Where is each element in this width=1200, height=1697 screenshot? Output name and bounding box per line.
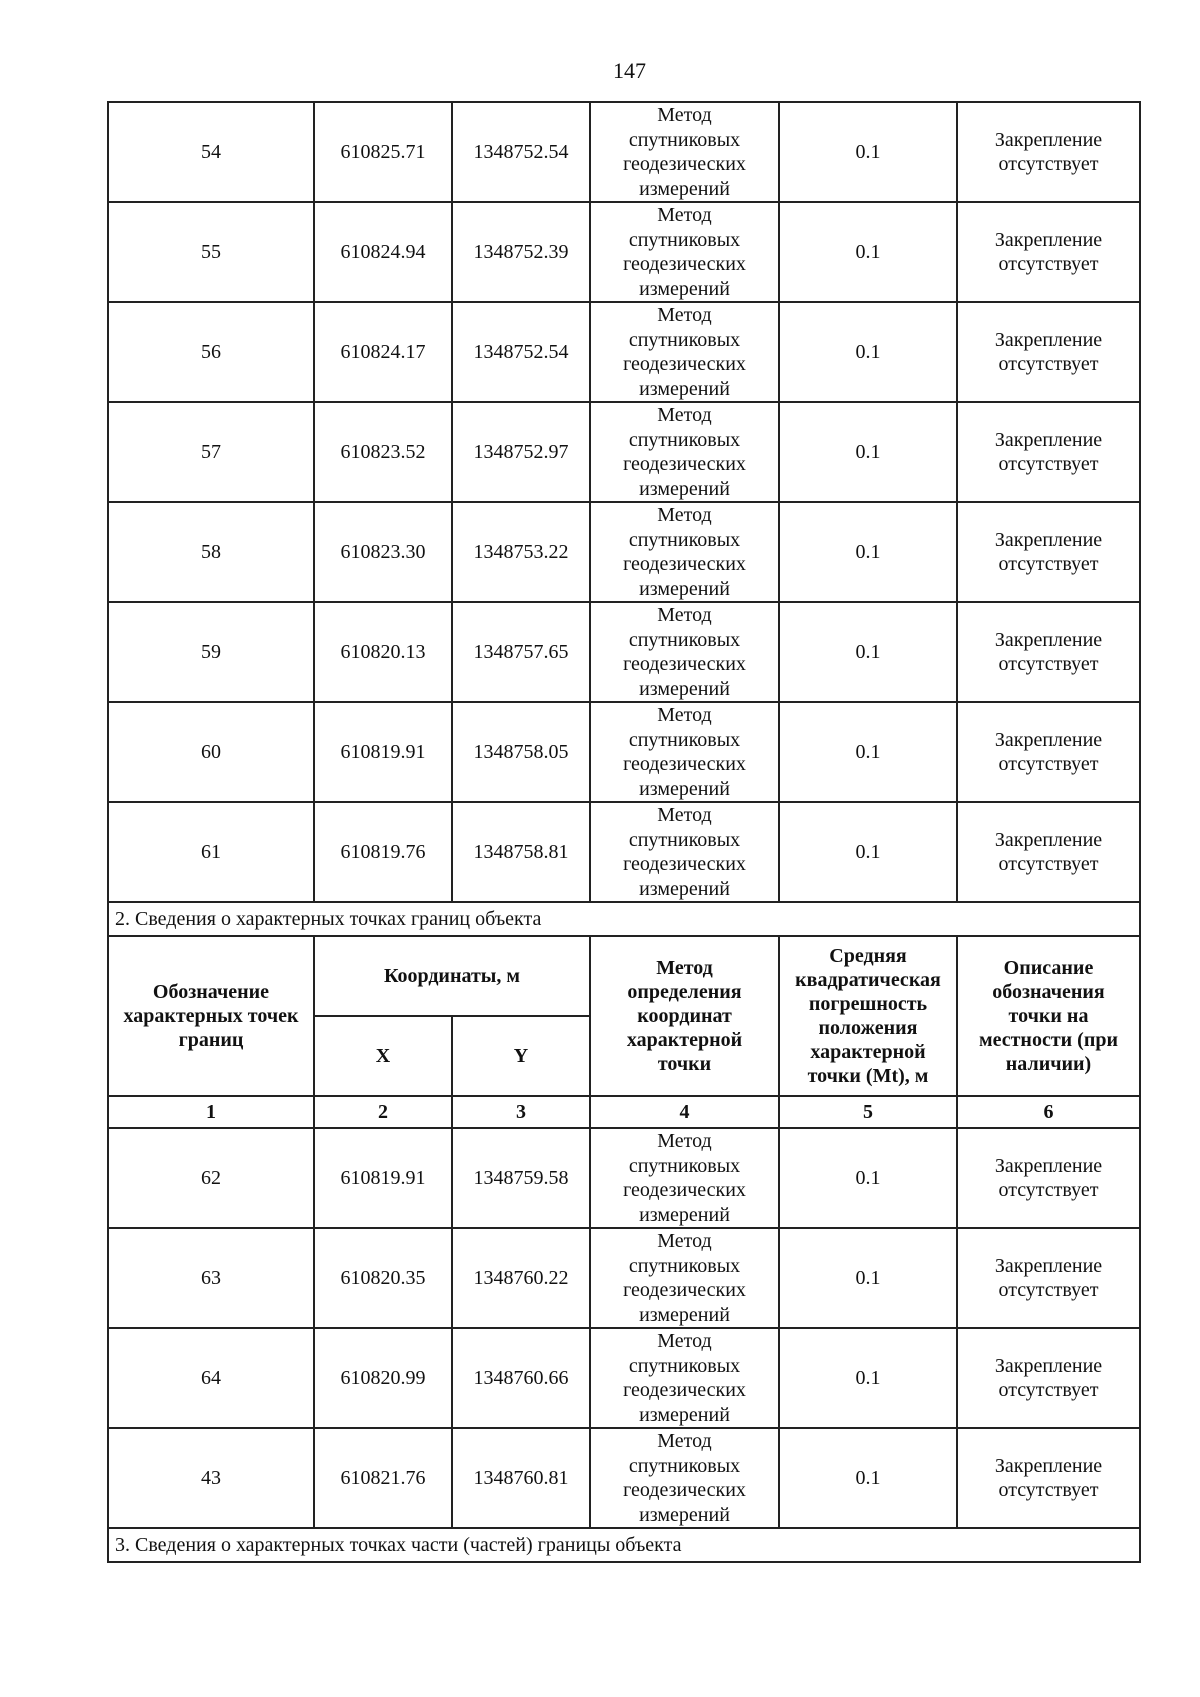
y-cell: 1348752.39	[452, 202, 590, 302]
method-cell: Метод спутниковых геодезических измерений	[590, 1228, 779, 1328]
table-row	[108, 302, 1140, 402]
method-cell: Метод спутниковых геодезических измерений	[590, 602, 779, 702]
mt-cell: 0.1	[779, 302, 957, 402]
section2-block	[108, 902, 1140, 1128]
description-cell: Закрепление отсутствует	[957, 1128, 1140, 1228]
table-row	[108, 202, 1140, 302]
point-cell: 55	[108, 202, 314, 302]
description-cell: Закрепление отсутствует	[957, 1328, 1140, 1428]
point-cell: 54	[108, 102, 314, 202]
section2-title: 2. Сведения о характерных точках границ объекта	[108, 902, 1140, 936]
y-cell: 1348752.54	[452, 302, 590, 402]
point-cell: 57	[108, 402, 314, 502]
header-row-1	[108, 936, 1140, 1016]
table-row	[108, 1428, 1140, 1528]
header-y: Y	[452, 1016, 590, 1096]
point-cell: 60	[108, 702, 314, 802]
table-row	[108, 802, 1140, 902]
mt-cell: 0.1	[779, 602, 957, 702]
mt-cell: 0.1	[779, 1328, 957, 1428]
table-row	[108, 102, 1140, 202]
y-cell: 1348759.58	[452, 1128, 590, 1228]
method-cell: Метод спутниковых геодезических измерений	[590, 1328, 779, 1428]
mt-cell: 0.1	[779, 202, 957, 302]
point-cell: 56	[108, 302, 314, 402]
column-number: 6	[957, 1096, 1140, 1128]
mt-cell: 0.1	[779, 502, 957, 602]
point-cell: 62	[108, 1128, 314, 1228]
point-cell: 61	[108, 802, 314, 902]
y-cell: 1348753.22	[452, 502, 590, 602]
description-cell: Закрепление отсутствует	[957, 202, 1140, 302]
mt-cell: 0.1	[779, 1228, 957, 1328]
table-body-part1	[108, 102, 1140, 902]
header-x: X	[314, 1016, 452, 1096]
x-cell: 610824.94	[314, 202, 452, 302]
column-number-row	[108, 1096, 1140, 1128]
column-number: 4	[590, 1096, 779, 1128]
y-cell: 1348758.81	[452, 802, 590, 902]
point-cell: 63	[108, 1228, 314, 1328]
header-mt: Средняя квадратическая погрешность положения характерной точки (Mt), м	[779, 936, 957, 1096]
header-method: Метод определения координат характерной точки	[590, 936, 779, 1096]
column-number: 5	[779, 1096, 957, 1128]
description-cell: Закрепление отсутствует	[957, 1428, 1140, 1528]
section-row	[108, 902, 1140, 936]
section3-title: 3. Сведения о характерных точках части (частей) границы объекта	[108, 1528, 1140, 1562]
table-body-part2	[108, 1128, 1140, 1528]
x-cell: 610821.76	[314, 1428, 452, 1528]
point-cell: 64	[108, 1328, 314, 1428]
mt-cell: 0.1	[779, 702, 957, 802]
header-description: Описание обозначения точки на местности (при наличии)	[957, 936, 1140, 1096]
table-row	[108, 602, 1140, 702]
x-cell: 610819.76	[314, 802, 452, 902]
x-cell: 610823.52	[314, 402, 452, 502]
description-cell: Закрепление отсутствует	[957, 702, 1140, 802]
mt-cell: 0.1	[779, 802, 957, 902]
method-cell: Метод спутниковых геодезических измерений	[590, 1128, 779, 1228]
y-cell: 1348758.05	[452, 702, 590, 802]
method-cell: Метод спутниковых геодезических измерений	[590, 402, 779, 502]
method-cell: Метод спутниковых геодезических измерений	[590, 802, 779, 902]
description-cell: Закрепление отсутствует	[957, 602, 1140, 702]
method-cell: Метод спутниковых геодезических измерений	[590, 102, 779, 202]
column-number: 2	[314, 1096, 452, 1128]
method-cell: Метод спутниковых геодезических измерений	[590, 702, 779, 802]
x-cell: 610820.99	[314, 1328, 452, 1428]
method-cell: Метод спутниковых геодезических измерений	[590, 302, 779, 402]
mt-cell: 0.1	[779, 402, 957, 502]
table-row	[108, 502, 1140, 602]
table-row	[108, 1328, 1140, 1428]
description-cell: Закрепление отсутствует	[957, 102, 1140, 202]
y-cell: 1348757.65	[452, 602, 590, 702]
y-cell: 1348760.81	[452, 1428, 590, 1528]
y-cell: 1348752.54	[452, 102, 590, 202]
mt-cell: 0.1	[779, 1128, 957, 1228]
y-cell: 1348752.97	[452, 402, 590, 502]
table-row	[108, 702, 1140, 802]
x-cell: 610823.30	[314, 502, 452, 602]
column-number: 3	[452, 1096, 590, 1128]
mt-cell: 0.1	[779, 1428, 957, 1528]
table-row	[108, 1128, 1140, 1228]
x-cell: 610819.91	[314, 1128, 452, 1228]
x-cell: 610819.91	[314, 702, 452, 802]
coordinates-table	[107, 101, 1141, 1563]
point-cell: 59	[108, 602, 314, 702]
description-cell: Закрепление отсутствует	[957, 402, 1140, 502]
x-cell: 610824.17	[314, 302, 452, 402]
description-cell: Закрепление отсутствует	[957, 302, 1140, 402]
column-number: 1	[108, 1096, 314, 1128]
x-cell: 610820.35	[314, 1228, 452, 1328]
page-number: 147	[613, 58, 646, 83]
y-cell: 1348760.66	[452, 1328, 590, 1428]
header-point-designation: Обозначение характерных точек границ	[108, 936, 314, 1096]
point-cell: 58	[108, 502, 314, 602]
section-row	[108, 1528, 1140, 1562]
section3-block	[108, 1528, 1140, 1562]
y-cell: 1348760.22	[452, 1228, 590, 1328]
description-cell: Закрепление отсутствует	[957, 802, 1140, 902]
header-coordinates: Координаты, м	[314, 936, 590, 1016]
x-cell: 610820.13	[314, 602, 452, 702]
table-row	[108, 402, 1140, 502]
method-cell: Метод спутниковых геодезических измерений	[590, 1428, 779, 1528]
description-cell: Закрепление отсутствует	[957, 502, 1140, 602]
x-cell: 610825.71	[314, 102, 452, 202]
method-cell: Метод спутниковых геодезических измерений	[590, 202, 779, 302]
description-cell: Закрепление отсутствует	[957, 1228, 1140, 1328]
mt-cell: 0.1	[779, 102, 957, 202]
table-row	[108, 1228, 1140, 1328]
point-cell: 43	[108, 1428, 314, 1528]
method-cell: Метод спутниковых геодезических измерений	[590, 502, 779, 602]
